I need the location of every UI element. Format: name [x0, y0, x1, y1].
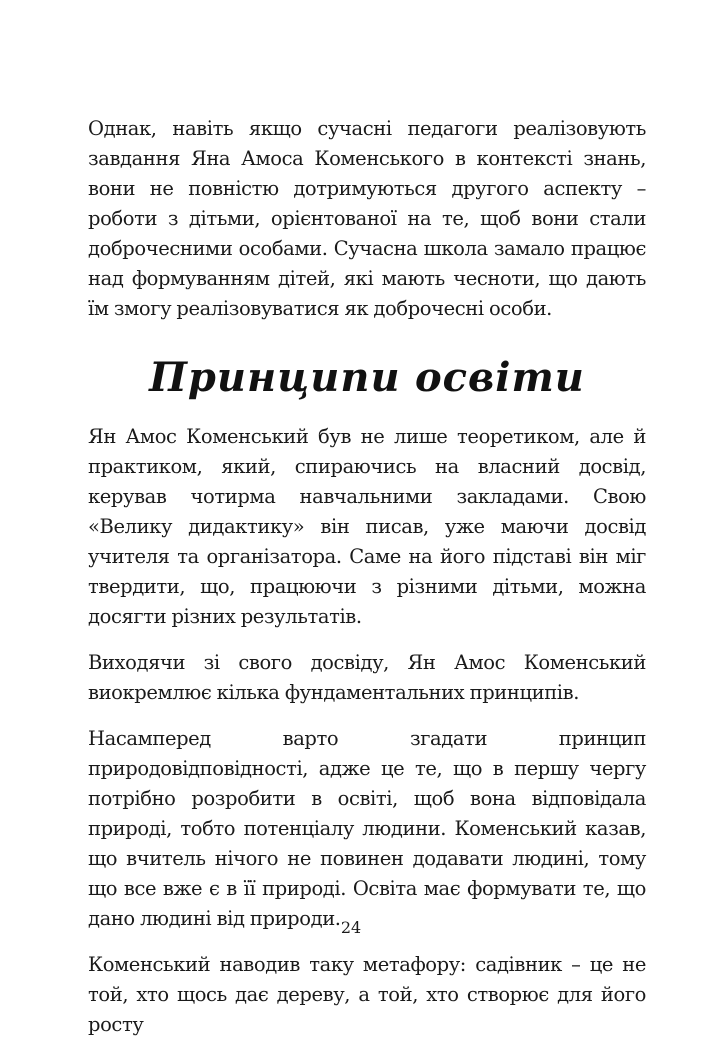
- paragraph-intro: Однак, навіть якщо сучасні педагоги реалізовують завдання Яна Амоса Коменського в контексті знань, вони не повністю дотримуються другого аспекту – роботи з дітьми, орієнтованої на те, щоб вони стали доброчесними особами. Сучасна школа замало працює над формуванням дітей, які мають чесноти, що дають їм змогу реалізовуватися як доброчесні особи.: [88, 117, 646, 320]
- paragraph-gardener-metaphor: Коменський наводив таку метафору: садівник – це не той, хто щось дає дереву, а той, хто створює для його росту: [88, 953, 646, 1036]
- page-body: [88, 114, 646, 1056]
- section-heading: Принципи освіти: [149, 354, 585, 401]
- paragraph-nature-principle: Насамперед варто згадати принцип природовідповідності, адже це те, що в першу чергу потрібно розробити в освіті, щоб вона відповідала природі, тобто потенціалу людини. Коменський казав, що вчитель нічого не повинен додавати людині, тому що все вже є в її природі. Освіта має формувати те, що дано людині від природи.: [88, 727, 646, 930]
- paragraph-principles-intro: Виходячи зі свого досвіду, Ян Амос Коменський виокремлює кілька фундаментальних принципів.: [88, 651, 646, 704]
- page-number: 24: [340, 918, 362, 937]
- paragraph-comenius-practice: Ян Амос Коменський був не лише теоретиком, але й практиком, який, спираючись на власний досвід, керував чотирма навчальними закладами. Свою «Велику дидактику» він писав, уже маючи досвід учителя та організатора. Саме на його підставі він міг твердити, що, працюючи з різними дітьми, можна досягти різних результатів.: [88, 425, 646, 628]
